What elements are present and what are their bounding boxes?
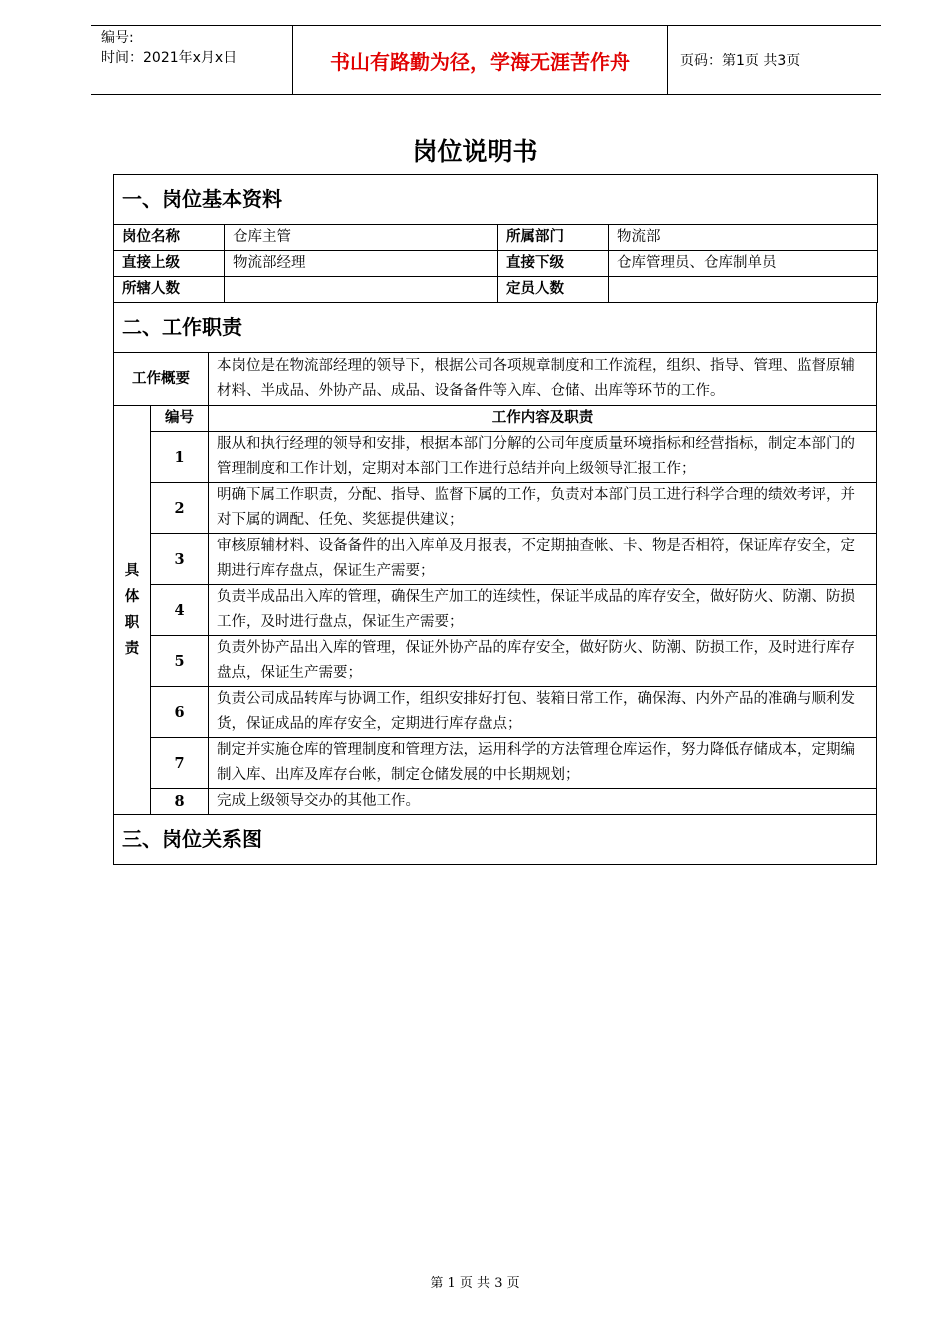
page-header (91, 25, 881, 95)
duty-row (114, 738, 877, 789)
duty-number: 3 (151, 534, 209, 585)
duty-text: 负责外协产品出入库的管理，保证外协产品的库存安全，做好防火、防潮、防损工作，及时进行库存盘点，保证生产需要； (209, 636, 877, 687)
duties-table (113, 302, 877, 865)
info-label: 所辖人数 (114, 277, 225, 303)
duty-number: 1 (151, 432, 209, 483)
duties-header-row (114, 406, 877, 432)
header-motto: 书山有路勤为径，学海无涯苦作舟 (293, 26, 668, 94)
overview-label: 工作概要 (114, 353, 209, 406)
duty-number: 2 (151, 483, 209, 534)
duty-text: 明确下属工作职责，分配、指导、监督下属的工作，负责对本部门员工进行科学合理的绩效考评，并对下属的调配、任免、奖惩提供建议； (209, 483, 877, 534)
duty-row (114, 483, 877, 534)
column-header-content: 工作内容及职责 (209, 406, 877, 432)
duty-row (114, 534, 877, 585)
duty-text: 制定并实施仓库的管理制度和管理方法，运用科学的方法管理仓库运作，努力降低存储成本，定期编制入库、出库及库存台帐，制定仓储发展的中长期规划； (209, 738, 877, 789)
duty-row (114, 585, 877, 636)
overview-row (114, 353, 877, 406)
overview-text: 本岗位是在物流部经理的领导下，根据公司各项规章制度和工作流程，组织、指导、管理、监督原辅材料、半成品、外协产品、成品、设备备件等入库、仓储、出库等环节的工作。 (209, 353, 877, 406)
duties-vertical-label: 具 体 职 责 (114, 406, 151, 815)
duty-text: 负责公司成品转库与协调工作，组织安排好打包、装箱日常工作，确保海、内外产品的准确与顺利发货，保证成品的库存安全，定期进行库存盘点； (209, 687, 877, 738)
info-row (114, 251, 878, 277)
info-label: 直接下级 (498, 251, 609, 277)
info-value (225, 277, 498, 303)
header-meta (91, 26, 293, 94)
info-row (114, 225, 878, 251)
header-page-label: 页码：第1页 共3页 (680, 53, 801, 69)
column-header-number: 编号 (151, 406, 209, 432)
section-relations-title: 三、岗位关系图 (114, 815, 877, 865)
section-duties-title: 二、工作职责 (114, 303, 877, 353)
info-value: 仓库管理员、仓库制单员 (609, 251, 878, 277)
duty-text: 完成上级领导交办的其他工作。 (209, 789, 877, 815)
info-label: 岗位名称 (114, 225, 225, 251)
page-footer: 第 1 页 共 3 页 (430, 1276, 520, 1291)
info-label: 所属部门 (498, 225, 609, 251)
duty-row (114, 687, 877, 738)
duty-number: 8 (151, 789, 209, 815)
info-label: 直接上级 (114, 251, 225, 277)
info-value (609, 277, 878, 303)
info-value: 仓库主管 (225, 225, 498, 251)
document-title: 岗位说明书 (412, 137, 538, 166)
duty-text: 审核原辅材料、设备备件的出入库单及月报表，不定期抽查帐、卡、物是否相符，保证库存安全，定期进行库存盘点，保证生产需要； (209, 534, 877, 585)
header-time-label: 时间：2021年x月x日 (101, 50, 238, 66)
duty-row (114, 789, 877, 815)
duty-number: 7 (151, 738, 209, 789)
job-description-table (113, 174, 877, 865)
duty-number: 6 (151, 687, 209, 738)
basic-info-table (113, 174, 878, 303)
header-number-label: 编号: (101, 30, 134, 46)
info-label: 定员人数 (498, 277, 609, 303)
duty-row (114, 432, 877, 483)
info-value: 物流部 (609, 225, 878, 251)
duty-text: 服从和执行经理的领导和安排，根据本部门分解的公司年度质量环境指标和经营指标，制定本部门的管理制度和工作计划，定期对本部门工作进行总结并向上级领导汇报工作； (209, 432, 877, 483)
section-basic-info-title: 一、岗位基本资料 (114, 175, 878, 225)
duty-number: 5 (151, 636, 209, 687)
duty-number: 4 (151, 585, 209, 636)
info-value: 物流部经理 (225, 251, 498, 277)
duty-row (114, 636, 877, 687)
info-row (114, 277, 878, 303)
duty-text: 负责半成品出入库的管理，确保生产加工的连续性，保证半成品的库存安全，做好防火、防潮、防损工作，及时进行盘点，保证生产需要； (209, 585, 877, 636)
